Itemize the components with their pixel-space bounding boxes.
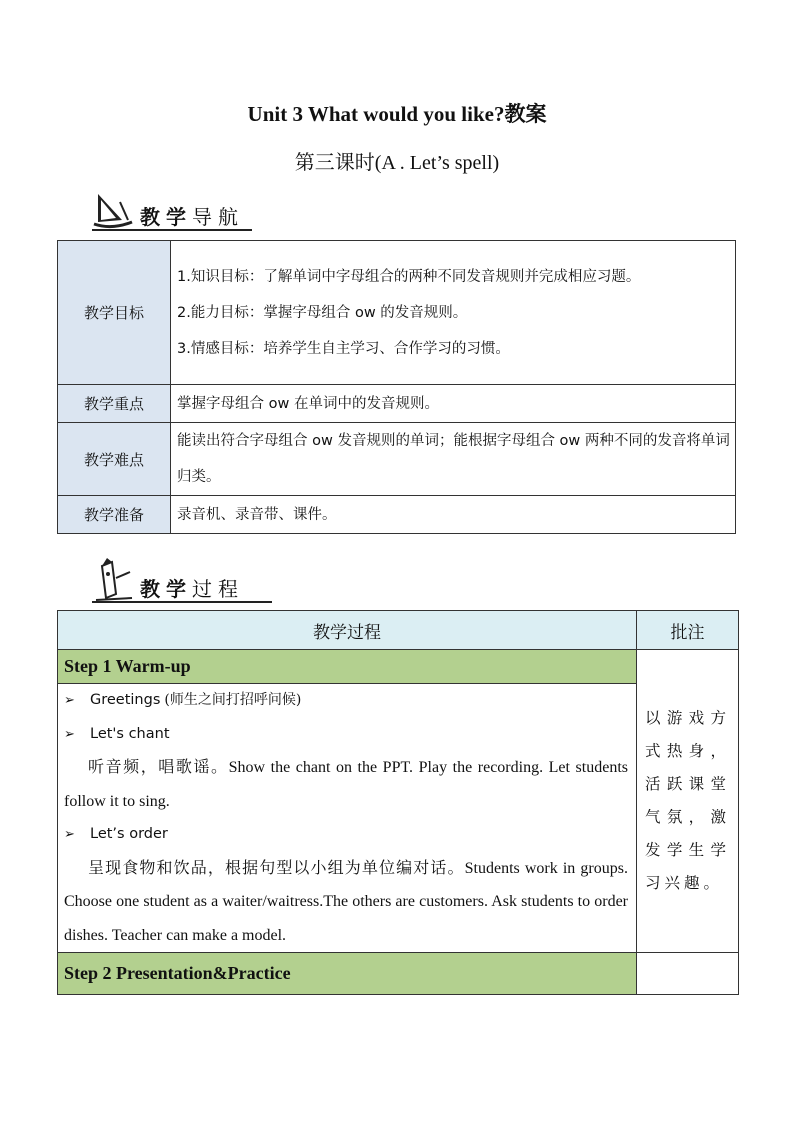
sailboat-icon bbox=[92, 190, 136, 230]
arrow-bullet-icon: ➢ bbox=[64, 693, 75, 708]
difficulty-content: 能读出符合字母组合 ow 发音规则的单词；能根据字母组合 ow 两种不同的发音将单词归类。 bbox=[171, 423, 736, 496]
step-2-note bbox=[637, 953, 739, 995]
table-row bbox=[58, 496, 736, 534]
table-row bbox=[58, 423, 736, 496]
table-row bbox=[58, 650, 739, 684]
document-title: Unit 3 What would you like?教案 bbox=[247, 102, 547, 126]
step-1-body bbox=[58, 684, 637, 953]
section-underline bbox=[92, 601, 272, 603]
list-item: ➢ Greetings (师生之间打招呼问候) bbox=[64, 684, 628, 718]
difficulty-label: 教学难点 bbox=[58, 423, 171, 496]
section-underline bbox=[92, 229, 252, 231]
objective-2: 2.能力目标：掌握字母组合 ow 的发音规则。 bbox=[177, 304, 468, 321]
process-column-header: 教学过程 bbox=[58, 611, 637, 650]
document-subtitle: 第三课时(A . Let’s spell) bbox=[294, 152, 500, 174]
order-paragraph: 呈现食物和饮品，根据句型以小组为单位编对话。Students work in groups. Choose one student as a waiter/waitress.The others are customers. Ask students to order dishes. Teacher can make a model. bbox=[64, 859, 628, 944]
list-item: ➢ Let’s order bbox=[64, 818, 628, 852]
arrow-bullet-icon: ➢ bbox=[64, 827, 75, 842]
table-row bbox=[58, 241, 736, 385]
objectives-label: 教学目标 bbox=[58, 241, 171, 385]
key-points-label: 教学重点 bbox=[58, 385, 171, 423]
preparation-content: 录音机、录音带、课件。 bbox=[171, 496, 736, 534]
step-2-title: Step 2 Presentation&Practice bbox=[58, 953, 637, 995]
step-1-note: 以游戏方式热身，活跃课堂气氛，激发学生学习兴趣。 bbox=[637, 650, 739, 953]
section-heading-navigation: 教学导航 bbox=[92, 190, 244, 230]
objective-1: 1.知识目标：了解单词中字母组合的两种不同发音规则并完成相应习题。 bbox=[177, 268, 641, 285]
objective-3: 3.情感目标：培养学生自主学习、合作学习的习惯。 bbox=[177, 340, 510, 357]
arrow-bullet-icon: ➢ bbox=[64, 726, 75, 742]
chant-paragraph: 听音频，唱歌谣。Show the chant on the PPT. Play the recording. Let students follow it to sing. bbox=[64, 759, 628, 810]
objectives-content bbox=[171, 241, 736, 385]
table-header-row bbox=[58, 611, 739, 650]
pencil-icon bbox=[92, 558, 136, 602]
lesson-info-table bbox=[57, 240, 736, 534]
table-row bbox=[58, 953, 739, 995]
step-1-title: Step 1 Warm-up bbox=[58, 650, 637, 684]
section-heading-process: 教学过程 bbox=[92, 558, 244, 602]
table-row bbox=[58, 385, 736, 423]
preparation-label: 教学准备 bbox=[58, 496, 171, 534]
key-points-content: 掌握字母组合 ow 在单词中的发音规则。 bbox=[171, 385, 736, 423]
list-item: ➢ Let's chant bbox=[64, 718, 628, 752]
notes-column-header: 批注 bbox=[637, 611, 739, 650]
table-row bbox=[58, 684, 739, 953]
teaching-process-table bbox=[57, 610, 739, 995]
